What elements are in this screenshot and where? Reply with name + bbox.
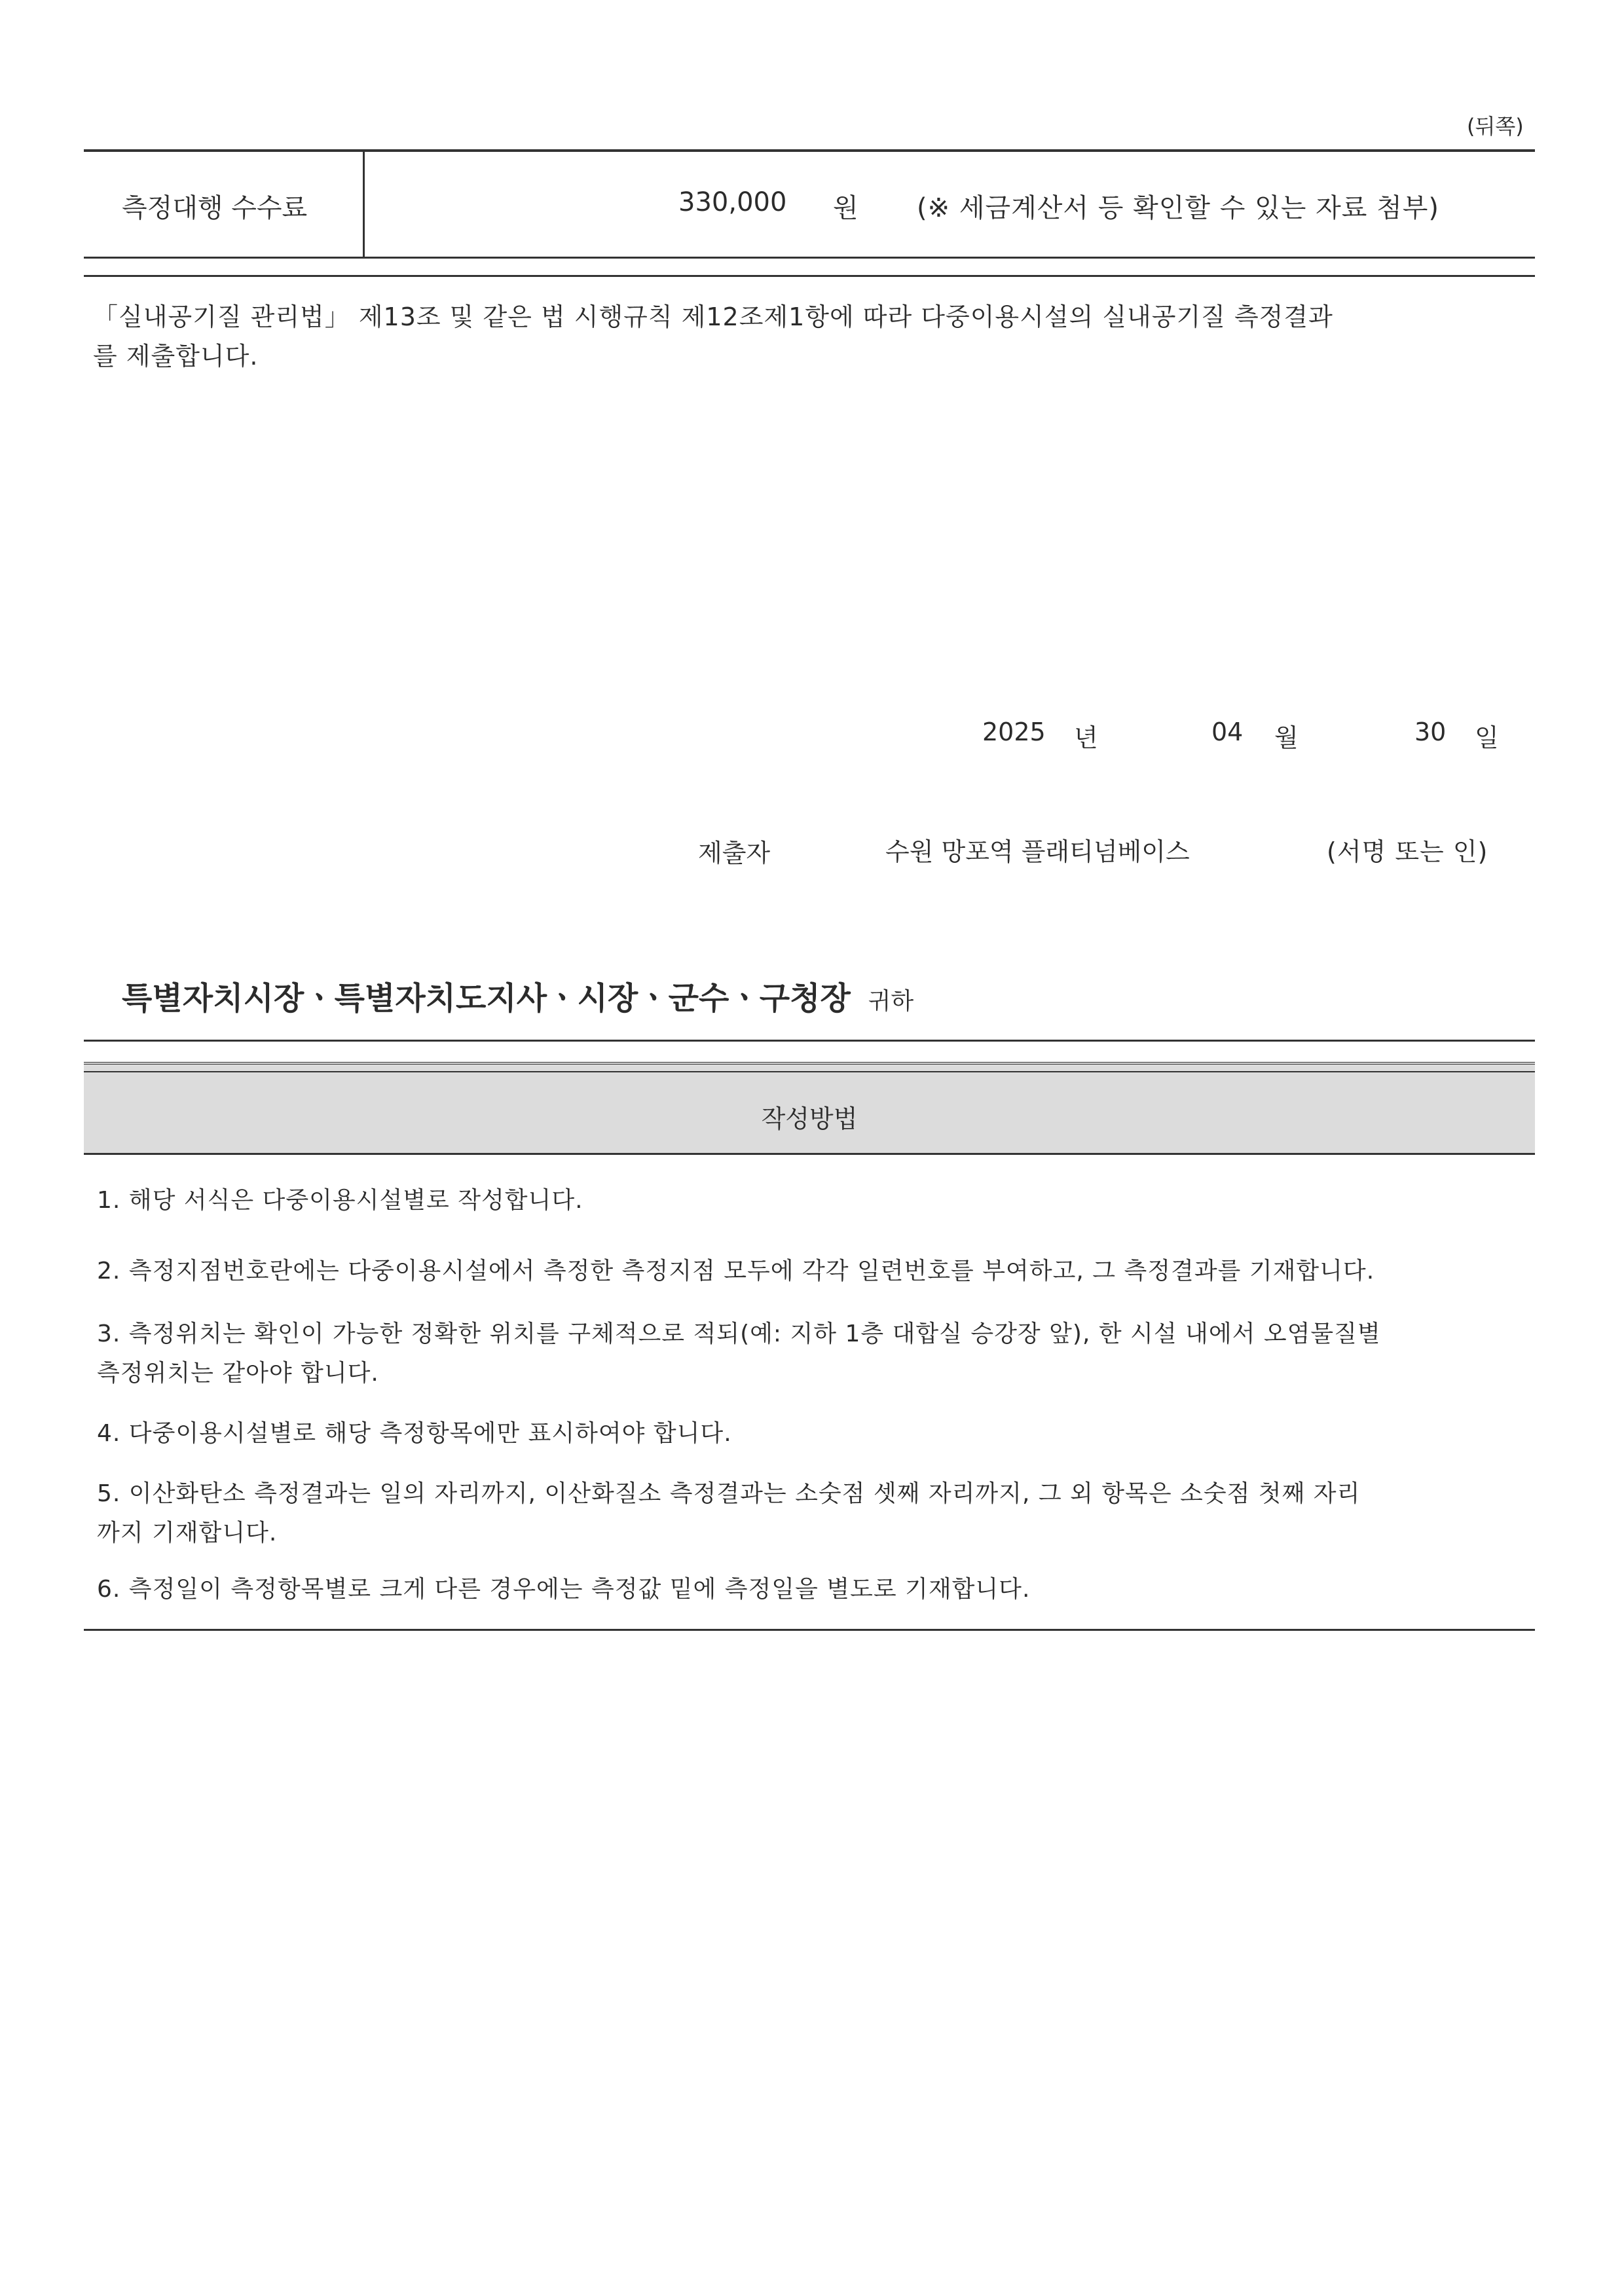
date-day: 30 [1414, 718, 1447, 746]
instructions-header-box [84, 1062, 1535, 1155]
date-month: 04 [1211, 718, 1244, 746]
declaration-line-1: 「실내공기질 관리법」 제13조 및 같은 법 시행규칙 제12조제1항에 따라 다중이용시설의 실내공기질 측정결과 [93, 302, 1333, 331]
page-side-label: (뒤쪽) [1467, 114, 1524, 139]
submitter-name: 수원 망포역 플래티넘베이스 [885, 837, 1190, 866]
fee-unit: 원 [833, 193, 858, 223]
instruction-item-4 [97, 1414, 1538, 1453]
recipient-rule [84, 1040, 1535, 1042]
declaration-line-2: 를 제출합니다. [93, 342, 259, 371]
instruction-item-4-line-1: 4. 다중이용시설별로 해당 측정항목에만 표시하여야 합니다. [97, 1420, 732, 1447]
instruction-item-6-line-1: 6. 측정일이 측정항목별로 크게 다른 경우에는 측정값 밑에 측정일을 별도로 기재합니다. [97, 1576, 1031, 1603]
fee-amount: 330,000 [678, 187, 787, 217]
date-day-unit: 일 [1475, 723, 1499, 752]
instruction-item-6 [97, 1570, 1538, 1609]
recipient-title [122, 973, 913, 1018]
instruction-item-2 [97, 1252, 1538, 1291]
recipient-title-text: 특별자치시장ㆍ특별자치도지사ㆍ시장ㆍ군수ㆍ구청장 [122, 980, 851, 1017]
fee-note: (※ 세금계산서 등 확인할 수 있는 자료 첨부) [917, 193, 1439, 223]
submitter-signature: (서명 또는 인) [1327, 837, 1488, 866]
fee-table-bottom-rule-2 [84, 275, 1535, 277]
date-year: 2025 [982, 718, 1046, 746]
recipient-suffix: 귀하 [868, 988, 914, 1015]
instruction-item-3-line-1: 3. 측정위치는 확인이 가능한 정확한 위치를 구체적으로 적되(예: 지하 1층 대합실 승강장 앞), 한 시설 내에서 오염물질별 [97, 1321, 1381, 1347]
instruction-item-5-line-1: 5. 이산화탄소 측정결과는 일의 자리까지, 이산화질소 측정결과는 소숫점 셋째 자리까지, 그 외 항목은 소숫점 첫째 자리 [97, 1480, 1361, 1507]
fee-table-divider [363, 151, 365, 257]
fee-table-bottom-rule-1 [84, 257, 1535, 259]
instructions-bottom-rule [84, 1629, 1535, 1631]
instruction-item-3-line-2: 측정위치는 같아야 합니다. [97, 1360, 379, 1387]
instructions-header-inner-rule [84, 1071, 1535, 1072]
instruction-item-1-line-1: 1. 해당 서식은 다중이용시설별로 작성합니다. [97, 1187, 583, 1214]
instruction-item-3 [97, 1315, 1538, 1393]
fee-table-top-rule [84, 149, 1535, 152]
instruction-item-5-line-2: 까지 기재합니다. [97, 1520, 278, 1546]
submitter-label: 제출자 [698, 839, 771, 867]
date-year-unit: 년 [1074, 723, 1098, 752]
fee-label: 측정대행 수수료 [122, 193, 308, 223]
date-month-unit: 월 [1274, 723, 1299, 752]
instructions-heading: 작성방법 [761, 1104, 858, 1133]
instruction-item-2-line-1: 2. 측정지점번호란에는 다중이용시설에서 측정한 측정지점 모두에 각각 일련번호를 부여하고, 그 측정결과를 기재합니다. [97, 1258, 1375, 1285]
instruction-item-5 [97, 1474, 1538, 1553]
instruction-item-1 [97, 1181, 1538, 1220]
